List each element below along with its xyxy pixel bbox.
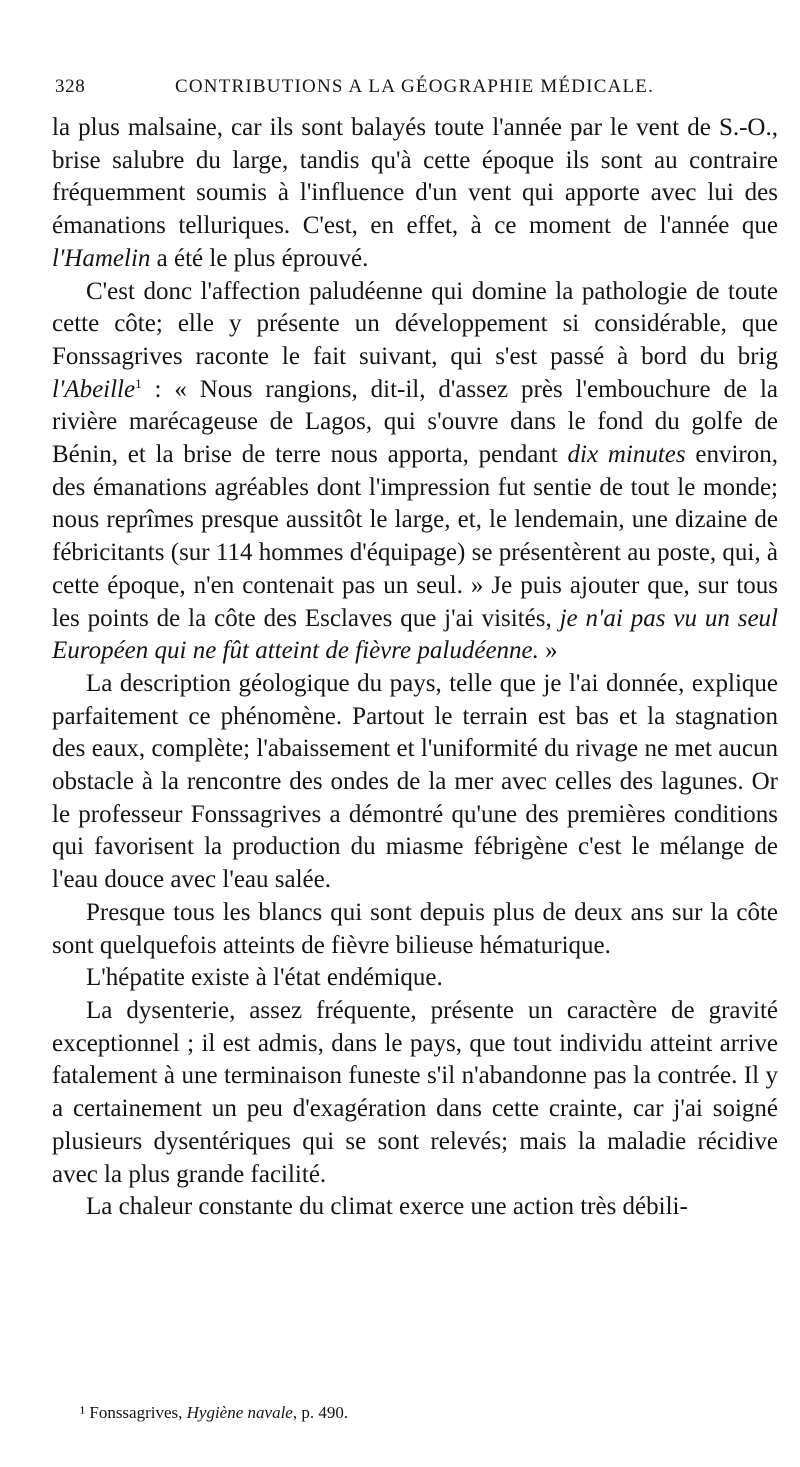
paragraph-2: C'est donc l'affection paludéenne qui domine la pathologie de toute cette côte; elle y présente un développement si considérable, que Fonssagrives raconte le fait suivant, qui s'est passé à bord du brig l'Abeille$^1$ : « Nous rangions, dit-il, d'assez près l'embouchure de la rivière marécageuse de Lagos, qui s'ouvre dans le fond du golfe de Bénin, et la brise de terre nous apporta, pendant dix minutes environ, des émanations agréables dont l'impression fut sentie de tout le monde; nous reprîmes presque aussitôt le large, et, le lendemain, une dizaine de fébricitants (sur 114 hommes d'équipage) se présentèrent au poste, qui, à cette époque, n'en contenait pas un seul. » Je puis ajouter que, sur tous les points de la côte des Esclaves que j'ai visités, je n'ai pas vu un seul Européen qui ne fût atteint de fièvre paludéenne. » <box>52 277 778 665</box>
paragraph-5: L'hépatite existe à l'état endémique. <box>86 964 443 992</box>
footnote-page: , p. 490. <box>292 1403 349 1422</box>
footnote-author: Fonssagrives, <box>89 1403 187 1422</box>
paragraph-7: La chaleur constante du climat exerce une action très débili- <box>86 1193 688 1221</box>
paragraph-3: La description géologique du pays, telle que je l'ai donnée, explique parfaitement ce phénomène. Partout le terrain est bas et la stagnation des eaux, complète; l'abaissement et l'uniformité du rivage ne met aucun obstacle à la rencontre des ondes de la mer avec celles des lagunes. Or le professeur Fonssagrives a démontré qu'une des premières conditions qui favorisent la production du miasme fébrigène c'est le mélange de l'eau douce avec l'eau salée. <box>52 669 778 894</box>
page-number: 328 <box>55 76 86 97</box>
footnote-title: Hygiène navale <box>186 1403 293 1422</box>
body-text <box>52 112 778 1224</box>
running-title: CONTRIBUTIONS A LA GÉOGRAPHIE MÉDICALE. <box>175 76 655 97</box>
running-header <box>55 76 760 102</box>
footnote-marker: ¹ <box>80 1403 86 1422</box>
paragraph-4: Presque tous les blancs qui sont depuis plus de deux ans sur la côte sont quelquefois atteints de fièvre bilieuse hématurique. <box>52 898 778 959</box>
paragraph-1: la plus malsaine, car ils sont balayés toute l'année par le vent de S.-O., brise salubre du large, tandis qu'à cette époque ils sont au contraire fréquemment soumis à l'influence d'un vent qui apporte avec lui des émanations telluriques. C'est, en effet, à ce moment de l'année que l'Hamelin a été le plus éprouvé. <box>52 114 778 272</box>
footnote-ref: 1 <box>135 375 142 391</box>
paragraph-6: La dysenterie, assez fréquente, présente un caractère de gravité exceptionnel ; il est admis, dans le pays, que tout individu atteint arrive fatalement à une terminaison funeste s'il n'abandonne pas la contrée. Il y a certainement un peu d'exagération dans cette crainte, car j'ai soigné plusieurs dysentériques qui se sont relevés; mais la maladie récidive avec la plus grande facilité. <box>52 996 778 1188</box>
footnote <box>80 1402 780 1424</box>
